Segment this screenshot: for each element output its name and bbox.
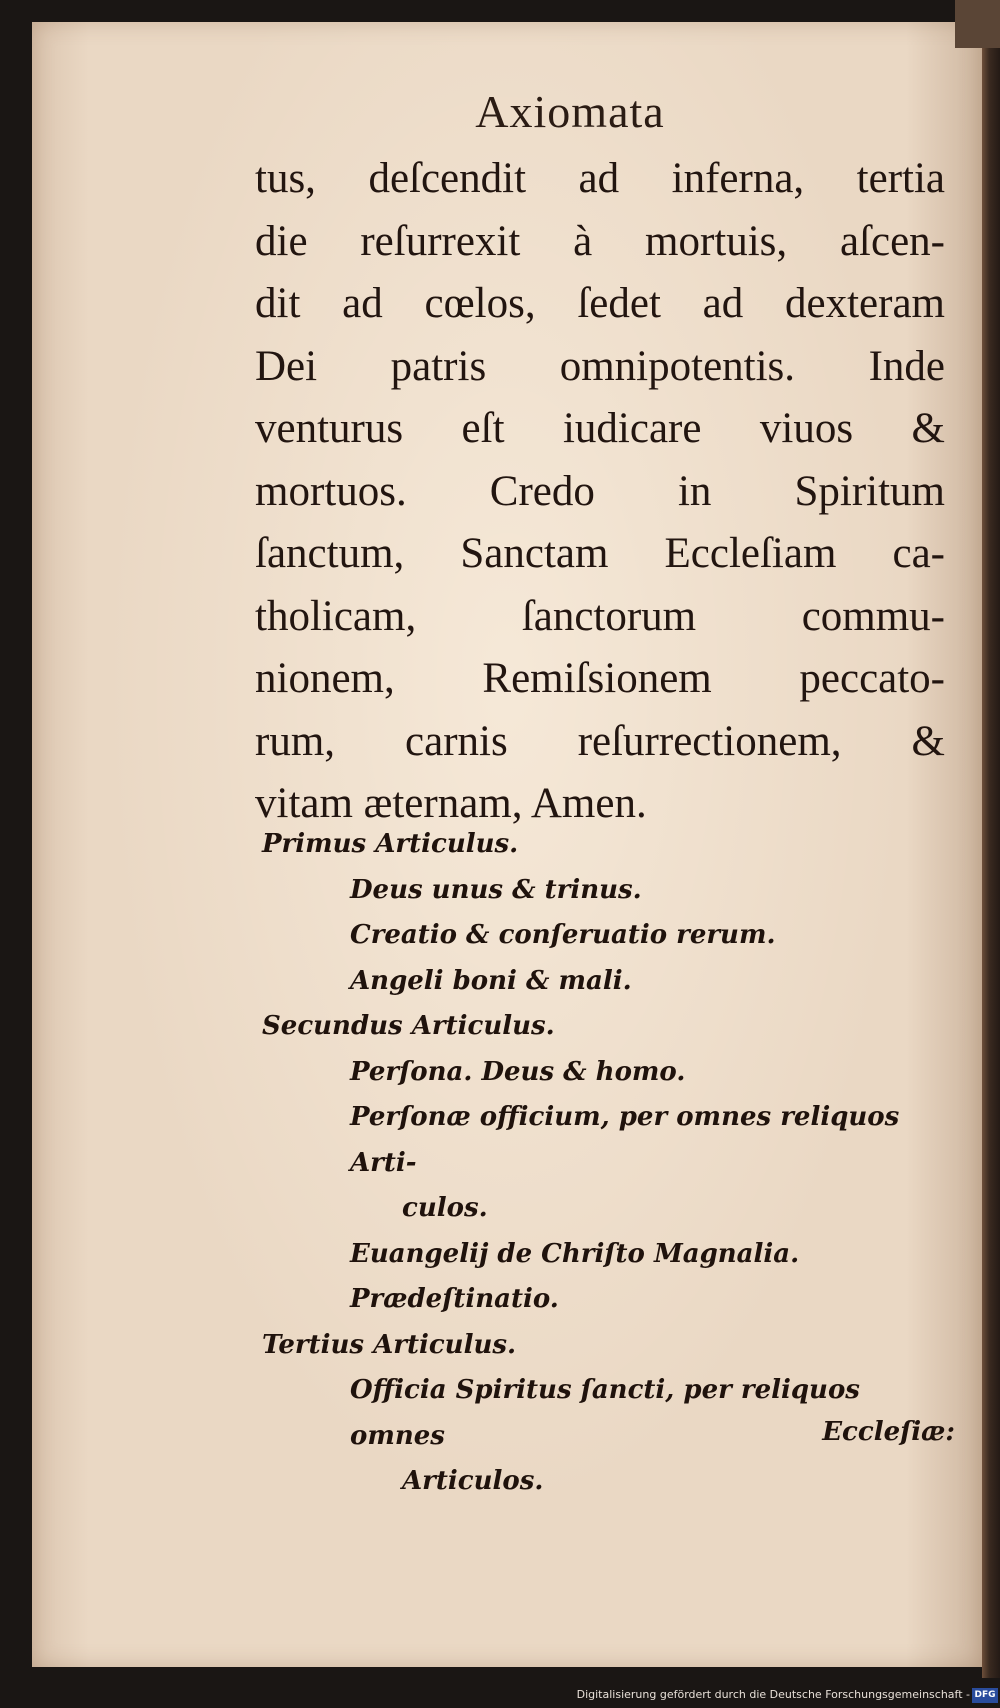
book-corner [955, 0, 1000, 48]
article-heading: Secundus Articulus. [262, 1011, 555, 1041]
articles-outline [262, 822, 962, 1505]
article-item: Deus unus & trinus. [350, 874, 642, 905]
text-line: tholicam, ſanctorum commu- [255, 592, 945, 640]
text-line: Dei patris omnipotentis. Inde [255, 342, 945, 390]
text-line: tus, deſcendit ad inferna, tertia [255, 155, 945, 202]
article-item: Creatio & conſeruatio rerum. [350, 920, 776, 950]
text-line: die reſurrexit à mortuis, aſcen- [255, 217, 945, 265]
text-line: mortuos. Credo in Spiritum [255, 467, 945, 515]
text-line: ſanctum, Sanctam Eccleſiam ca- [255, 530, 945, 577]
article-item: Perſonæ officium, per omnes reliquos Arti- [350, 1102, 900, 1178]
text-line: dit ad cœlos, ſedet ad dexteram [255, 280, 945, 327]
running-head: Axiomata [475, 86, 665, 137]
dfg-logo: DFG [972, 1688, 998, 1703]
book-edge [982, 18, 1000, 1678]
creed-text [255, 148, 945, 836]
catchword: Eccleſiæ: [822, 1417, 955, 1447]
article-item-continuation: Articulos. [402, 1466, 544, 1496]
text-line: rum, carnis reſurrectionem, & [255, 717, 945, 765]
article-item: Angeli boni & mali. [350, 965, 632, 996]
article-heading: Tertius Articulus. [262, 1329, 517, 1360]
text-line: venturus eſt iudicare viuos & [255, 405, 945, 452]
text-line: nionem, Remiſsionem peccato- [255, 655, 945, 702]
article-item: Officia Spiritus ſancti, per reliquos omnes [350, 1375, 860, 1451]
funding-credit: Digitalisierung gefördert durch die Deutsche Forschungsgemeinschaft - [576, 1688, 970, 1701]
article-item: Prædeſtinatio. [350, 1284, 559, 1314]
article-item: Euangelij de Chriſto Magnalia. [350, 1238, 800, 1269]
article-heading: Primus Articulus. [262, 829, 519, 859]
article-item-continuation: culos. [402, 1193, 488, 1223]
article-item: Perſona. Deus & homo. [350, 1056, 686, 1087]
text-line: vitam æternam, Amen. [255, 780, 647, 827]
